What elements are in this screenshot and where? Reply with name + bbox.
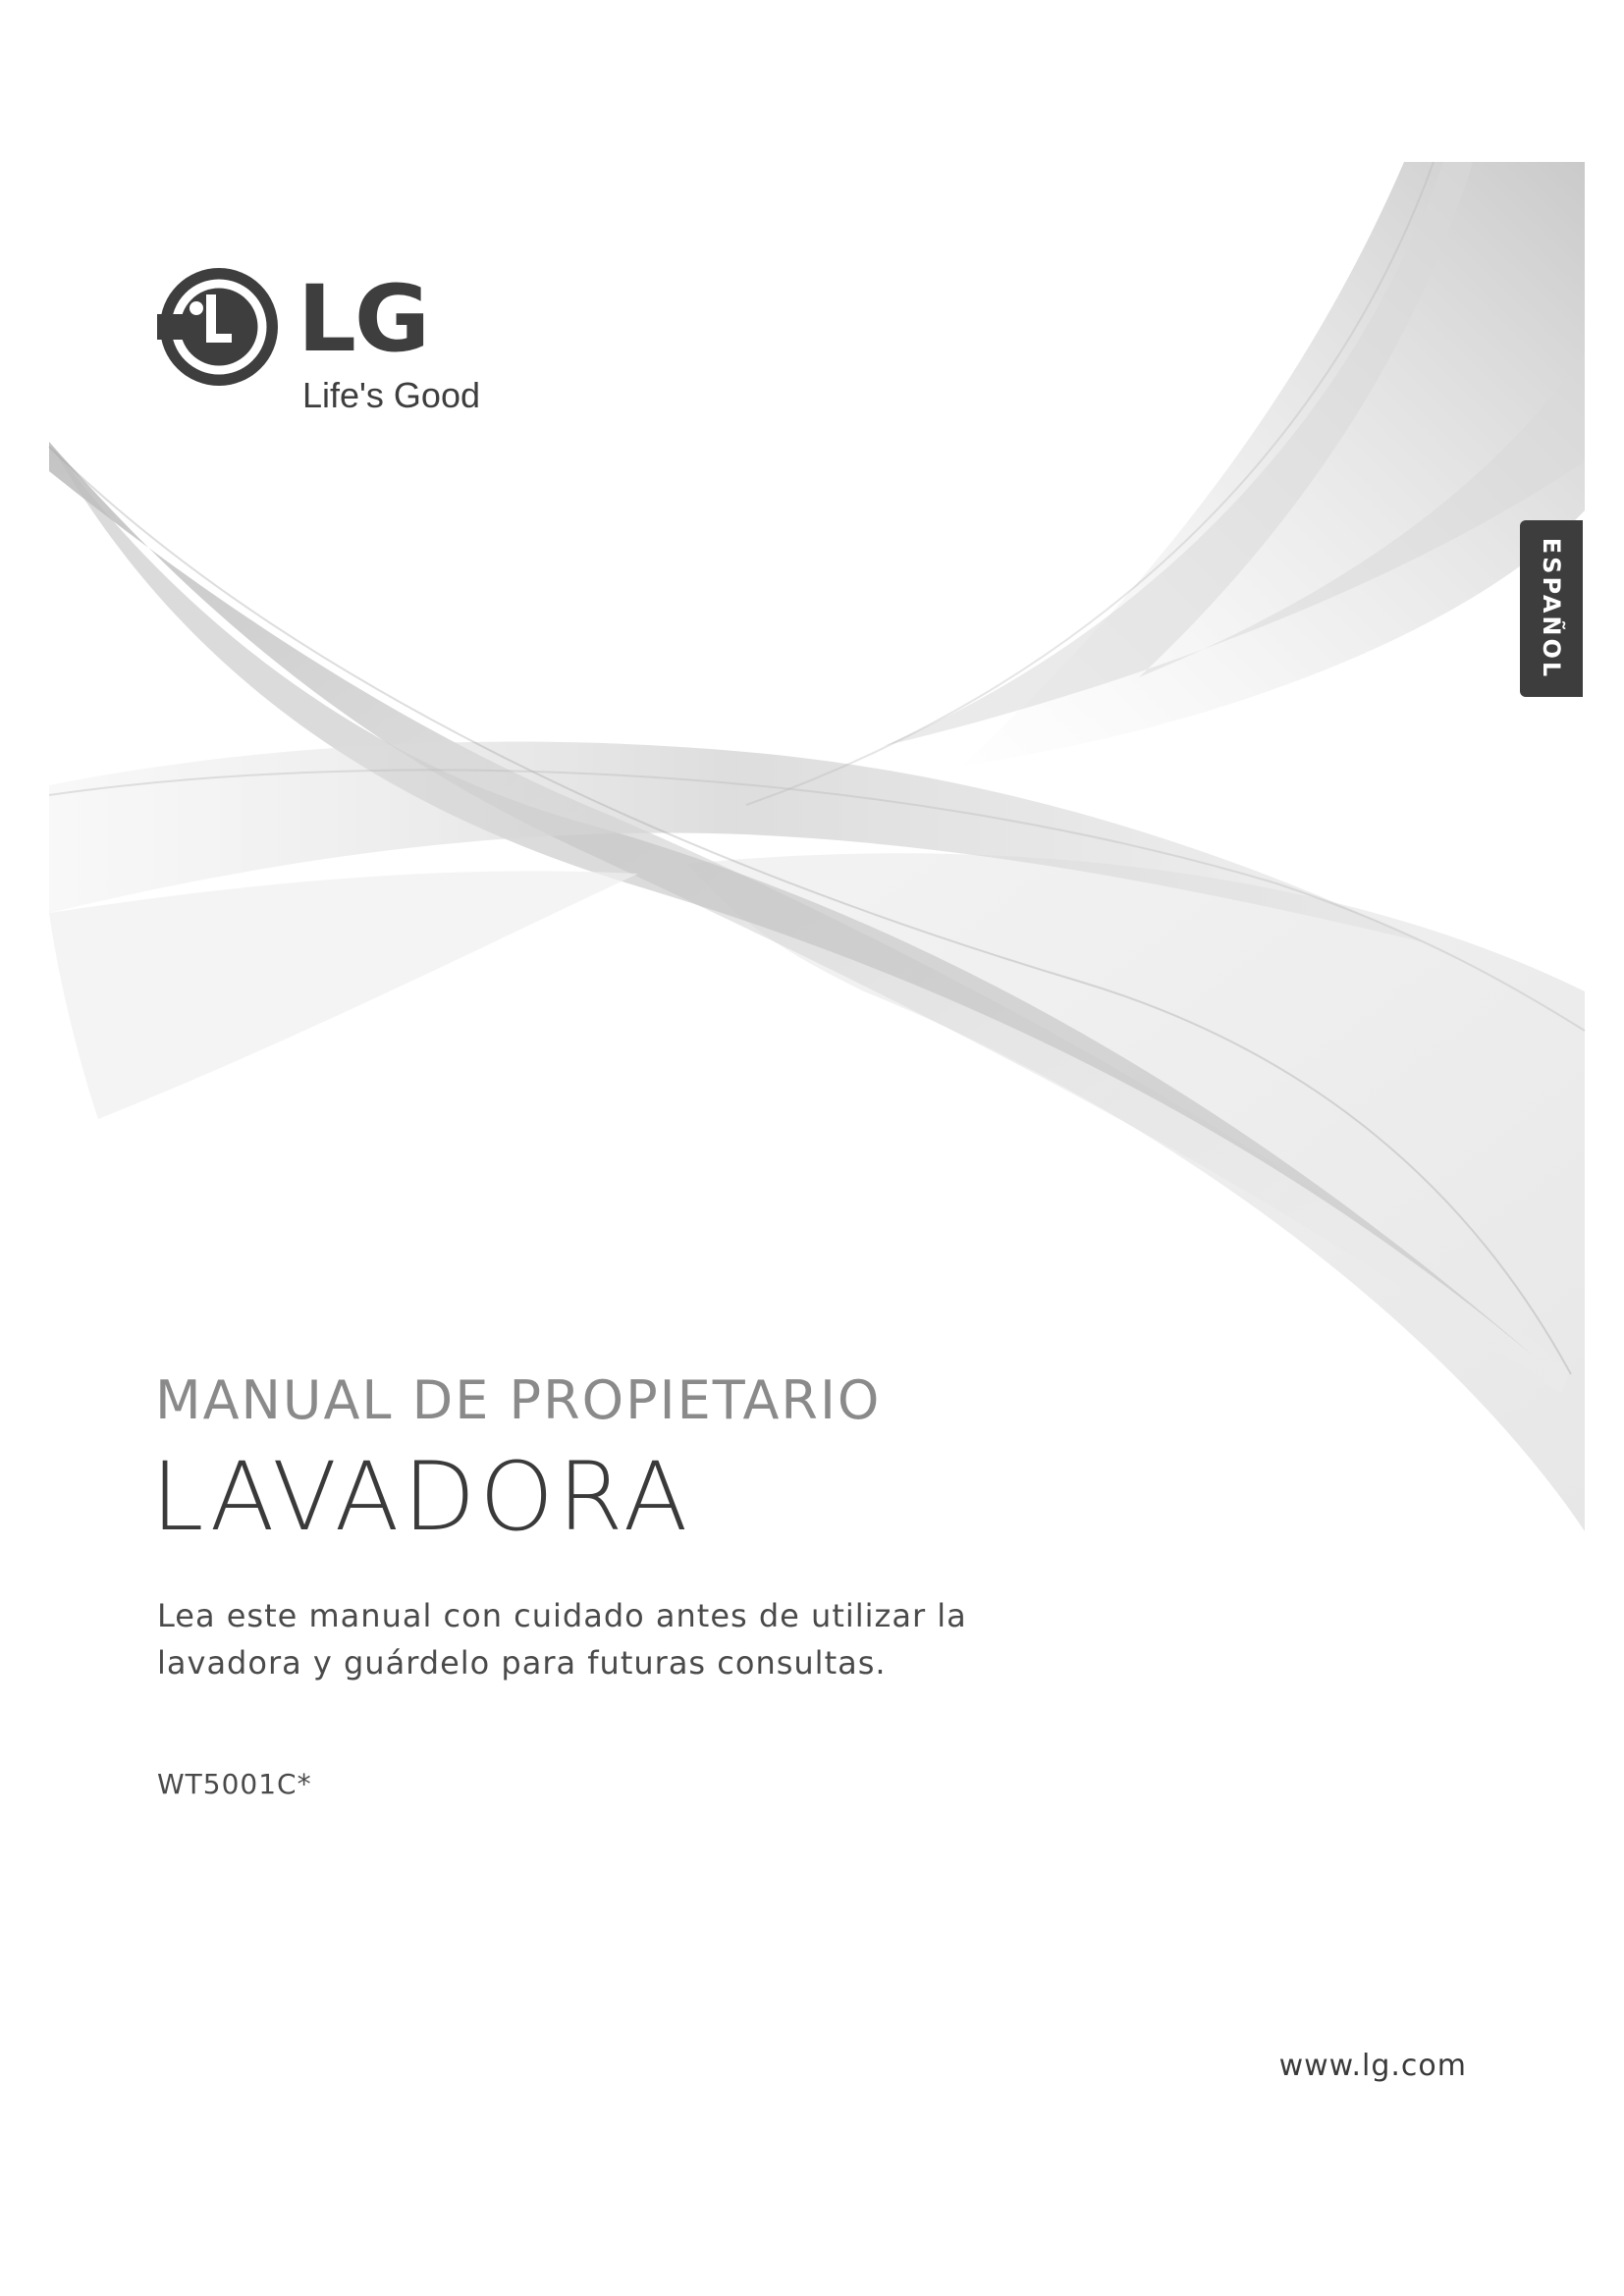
instructions-text bbox=[157, 1592, 1041, 1686]
document-type: MANUAL DE PROPIETARIO bbox=[155, 1369, 882, 1431]
language-tab bbox=[1520, 520, 1583, 697]
product-title: LAVADORA bbox=[151, 1442, 692, 1552]
lg-logo bbox=[157, 265, 511, 432]
instructions-line: Lea este manual con cuidado antes de utilizar la bbox=[157, 1597, 967, 1634]
model-number: WT5001C* bbox=[157, 1768, 312, 1800]
brand-tagline: Life's Good bbox=[302, 375, 480, 415]
brand-name: LG bbox=[298, 266, 429, 373]
instructions-line: lavadora y guárdelo para futuras consultas. bbox=[157, 1644, 887, 1682]
language-tab-label: ESPAÑOL bbox=[1538, 537, 1565, 680]
website-url: www.lg.com bbox=[1278, 2049, 1467, 2083]
lg-face-icon bbox=[157, 265, 281, 389]
